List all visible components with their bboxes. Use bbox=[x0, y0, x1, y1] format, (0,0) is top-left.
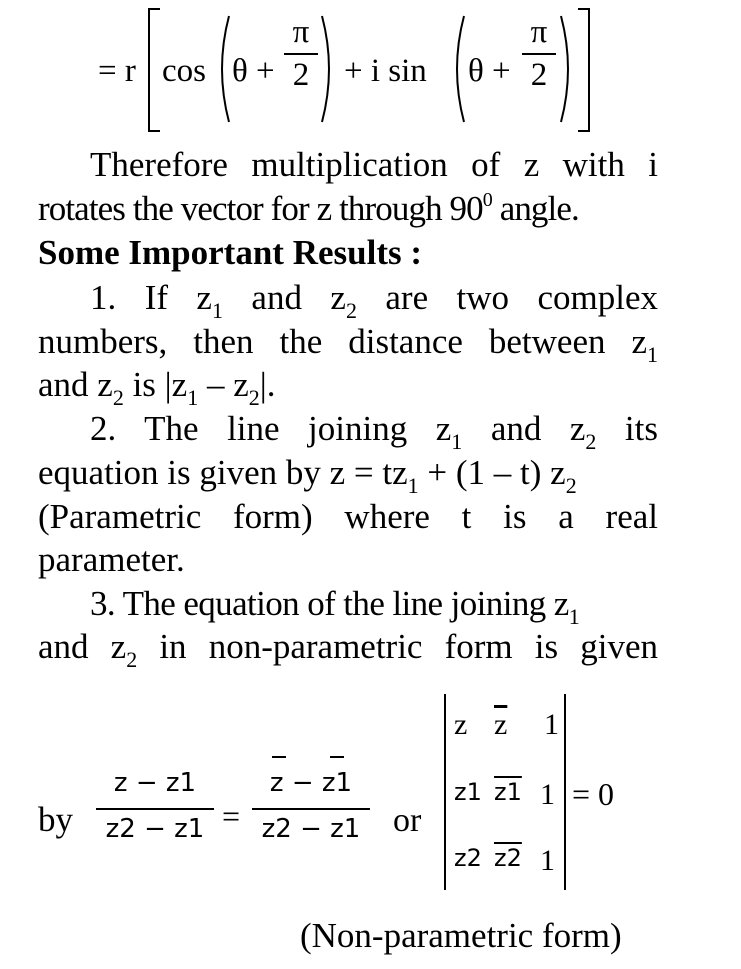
det-cell: 1 bbox=[544, 708, 559, 741]
pi-numerator: π bbox=[292, 14, 310, 50]
left-paren-1 bbox=[213, 14, 233, 124]
r1-text-d: numbers, then the distance between z bbox=[38, 322, 647, 361]
plus-i-sin: + i sin bbox=[344, 53, 427, 89]
r1-text-h: |. bbox=[259, 365, 276, 404]
fraction-1-numerator: z − z1 bbox=[113, 768, 197, 798]
formula-prefix: = r bbox=[98, 53, 136, 89]
determinant bbox=[444, 694, 566, 890]
subscript: 1 bbox=[568, 604, 580, 629]
r2-text-a: 2. The line joining z bbox=[90, 409, 452, 448]
subscript: 2 bbox=[345, 298, 357, 323]
left-paren-2 bbox=[448, 14, 468, 124]
pi-over-2-frac-1 bbox=[284, 14, 318, 94]
det-cell: z bbox=[454, 708, 468, 741]
r3-text-a: 3. The equation of the line joining z bbox=[90, 584, 569, 623]
para1-line1-text: Therefore multiplication of z with i bbox=[90, 145, 658, 184]
conjugate-bars bbox=[252, 750, 370, 768]
para1-line2-end: angle. bbox=[491, 189, 579, 228]
result2-line2 bbox=[38, 452, 658, 498]
or-label: or bbox=[393, 802, 422, 839]
overline-mark bbox=[330, 756, 344, 758]
result1-line3 bbox=[38, 364, 658, 410]
result1-line2 bbox=[38, 321, 658, 367]
r1-text-c: are two complex bbox=[356, 278, 658, 317]
r2-text-d: equation is given by z = tz bbox=[38, 453, 408, 492]
det-cell: 1 bbox=[540, 844, 555, 877]
left-square-bracket bbox=[148, 8, 160, 132]
fraction-2-numerator: z − z1 bbox=[269, 768, 353, 798]
r2-text-e: + (1 – t) z bbox=[418, 453, 566, 492]
fraction-1 bbox=[96, 768, 214, 850]
det-cell-conj: $\overline{z}$ bbox=[494, 708, 508, 741]
cos-label: cos bbox=[162, 53, 206, 89]
para1-line2-text: rotates the vector for z through 90 bbox=[38, 189, 483, 228]
r1-text-a: 1. If z bbox=[90, 278, 212, 317]
subscript: 1 bbox=[647, 342, 658, 367]
overline-mark bbox=[272, 756, 286, 758]
fraction-1-bar bbox=[96, 808, 214, 810]
pi-over-2-frac-2 bbox=[522, 14, 556, 94]
r3-text-b: and z bbox=[38, 627, 127, 666]
result2-line4: parameter. bbox=[38, 540, 185, 579]
para1-line2 bbox=[38, 188, 658, 230]
right-paren-2 bbox=[557, 14, 577, 124]
subscript: 1 bbox=[451, 429, 463, 454]
result2-line1 bbox=[38, 408, 658, 454]
subscript: 2 bbox=[126, 647, 138, 672]
det-cell-conj: z2 bbox=[494, 844, 522, 872]
section-heading: Some Important Results : bbox=[38, 233, 423, 272]
r1-text-f: is |z bbox=[123, 365, 188, 404]
pi-numerator: π bbox=[530, 14, 548, 50]
r2-text-c: its bbox=[596, 409, 658, 448]
subscript: 2 bbox=[248, 385, 260, 410]
det-cell-conj: z1 bbox=[494, 778, 522, 806]
result1-line1 bbox=[38, 277, 658, 323]
subscript: 2 bbox=[585, 429, 597, 454]
r1-text-b: and z bbox=[222, 278, 346, 317]
right-paren-1 bbox=[318, 14, 338, 124]
degree-superscript: 0 bbox=[482, 189, 492, 211]
subscript: 1 bbox=[211, 298, 223, 323]
fraction-2-bar bbox=[252, 808, 370, 810]
right-square-bracket bbox=[578, 8, 590, 132]
r3-text-c: in non-parametric form is given bbox=[137, 627, 658, 666]
fraction-1-denominator: z2 − z1 bbox=[105, 814, 205, 844]
result2-line3: (Parametric form) where t is a real bbox=[38, 497, 658, 536]
r1-text-g: – z bbox=[198, 365, 249, 404]
para1-line1 bbox=[38, 144, 658, 186]
fraction-2 bbox=[252, 750, 370, 850]
r2-text-b: and z bbox=[462, 409, 586, 448]
fraction-bar bbox=[522, 53, 556, 55]
det-cell: 1 bbox=[540, 778, 555, 811]
r1-text-e: and z bbox=[38, 365, 113, 404]
subscript: 1 bbox=[187, 385, 199, 410]
two-denominator: 2 bbox=[530, 57, 548, 93]
by-label: by bbox=[38, 800, 73, 839]
two-denominator: 2 bbox=[292, 57, 310, 93]
theta-plus-1: θ + bbox=[232, 53, 275, 89]
caption: (Non-parametric form) bbox=[300, 916, 622, 955]
equals-sign: = bbox=[222, 798, 241, 834]
subscript: 1 bbox=[407, 473, 419, 498]
fraction-bar bbox=[284, 53, 318, 55]
theta-plus-2: θ + bbox=[468, 53, 511, 89]
top-formula bbox=[0, 0, 741, 140]
equation-block bbox=[0, 680, 741, 895]
result3-line1 bbox=[38, 583, 658, 629]
subscript: 2 bbox=[565, 473, 577, 498]
result3-line2 bbox=[38, 626, 658, 672]
det-cell: z1 bbox=[454, 778, 482, 806]
subscript: 2 bbox=[112, 385, 124, 410]
equals-zero: = 0 bbox=[572, 776, 615, 812]
det-cell: z2 bbox=[454, 844, 482, 872]
fraction-2-denominator: z2 − z1 bbox=[261, 814, 361, 844]
